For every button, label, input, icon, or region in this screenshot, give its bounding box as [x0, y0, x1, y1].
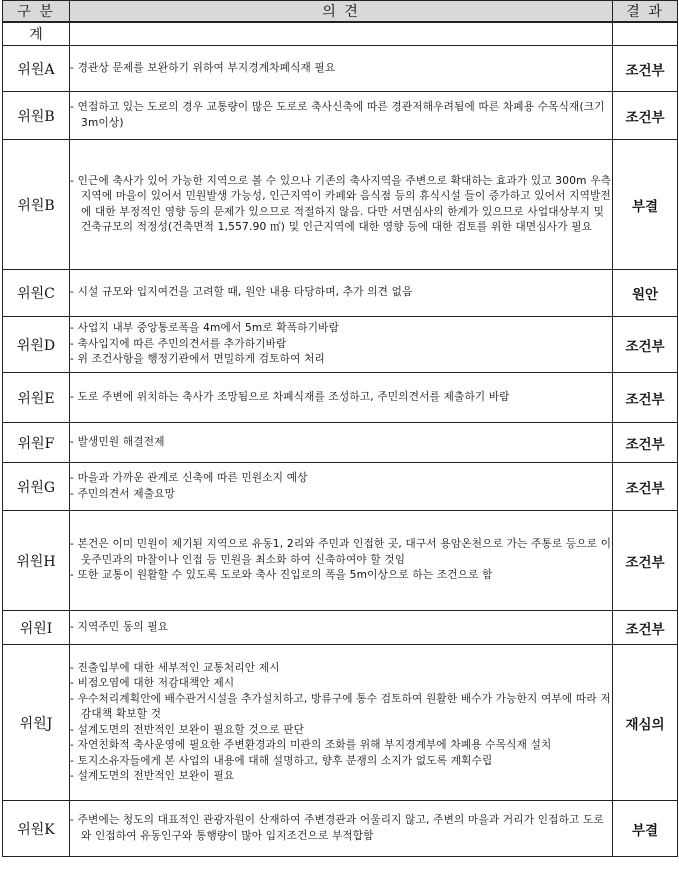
table-row — [3, 270, 678, 317]
opinion-list — [70, 390, 612, 406]
member-name: 위원I — [3, 611, 70, 645]
table-row — [3, 423, 678, 463]
table-row — [3, 46, 678, 92]
result-cell: 조건부 — [613, 46, 678, 92]
result-cell: 재심의 — [613, 645, 678, 801]
sum-label: 계 — [3, 22, 70, 46]
opinion-item: - 경관상 문제를 보완하기 위하여 부지경계차폐식재 필요 — [70, 61, 612, 77]
opinion-item: - 도로 주변에 위치하는 축사가 조망됨으로 차폐식재를 조성하고, 주민의견서를 제출하기 바람 — [70, 390, 612, 406]
opinion-list — [70, 285, 612, 301]
opinion-item: - 설계도면의 전반적인 보완이 필요 — [70, 769, 612, 785]
opinion-cell — [70, 645, 613, 801]
opinion-cell — [70, 463, 613, 511]
member-name: 위원E — [3, 373, 70, 423]
table-row — [3, 92, 678, 140]
opinion-cell — [70, 92, 613, 140]
opinion-item: - 본건은 이미 민원이 제기된 지역으로 유동1, 2리와 주민과 인접한 곳, 대구서 용암온천으로 가는 주통로 등으로 이웃주민과의 마찰이나 인접 등 민원을 최소화 하여 신축하여야 할 것임 — [70, 537, 612, 568]
table-row — [3, 801, 678, 857]
result-cell: 조건부 — [613, 463, 678, 511]
opinion-item: - 비점오염에 대한 저감대책안 제시 — [70, 676, 612, 692]
member-name: 위원B — [3, 140, 70, 270]
member-name: 위원C — [3, 270, 70, 317]
sum-row — [3, 22, 678, 46]
result-cell: 조건부 — [613, 317, 678, 373]
opinion-item: - 위 조건사항을 행정기관에서 면밀하게 검토하여 처리 — [70, 352, 612, 368]
review-table — [2, 0, 678, 857]
opinion-item: - 자연친화적 축사운영에 필요한 주변환경과의 미관의 조화를 위해 부지경계부에 차폐용 수목식재 설치 — [70, 738, 612, 754]
opinion-item: - 주변에는 청도의 대표적인 관광자원이 산재하여 주변경관과 어울리지 않고, 주변의 마을과 거리가 인접하고 도로와 인접하여 유동인구와 통행량이 많아 입지조건으로 부적합함 — [70, 813, 612, 844]
opinion-item: - 진출입부에 대한 세부적인 교통처리안 제시 — [70, 661, 612, 677]
opinion-item: - 축사입지에 따른 주민의견서를 추가하기바람 — [70, 337, 612, 353]
result-cell: 조건부 — [613, 511, 678, 611]
opinion-item: - 시설 규모와 입지여건을 고려할 때, 원안 내용 타당하며, 추가 의견 없음 — [70, 285, 612, 301]
table-row — [3, 317, 678, 373]
member-name: 위원K — [3, 801, 70, 857]
opinion-cell — [70, 373, 613, 423]
opinion-cell — [70, 317, 613, 373]
opinion-item: - 주민의견서 제출요망 — [70, 487, 612, 503]
opinion-item: - 연접하고 있는 도로의 경우 교통량이 많은 도로로 축사신축에 따른 경관저해우려됨에 따른 차폐용 수목식재(크기 3m이상) — [70, 100, 612, 131]
opinion-item: - 우수처리계획안에 배수관거시설을 추가설치하고, 방류구에 통수 검토하여 원활한 배수가 가능한지 여부에 따라 저감대책 확보할 것 — [70, 692, 612, 723]
opinion-item: - 토지소유자들에게 본 사업의 내용에 대해 설명하고, 향후 분쟁의 소지가 없도록 계획수립 — [70, 754, 612, 770]
opinion-list — [70, 620, 612, 636]
member-name: 위원H — [3, 511, 70, 611]
member-name: 위원F — [3, 423, 70, 463]
result-cell: 원안 — [613, 270, 678, 317]
member-name: 위원G — [3, 463, 70, 511]
opinion-list — [70, 471, 612, 502]
opinion-item: - 사업지 내부 중앙통로폭을 4m에서 5m로 확폭하기바람 — [70, 321, 612, 337]
table-row — [3, 611, 678, 645]
member-name: 위원A — [3, 46, 70, 92]
opinion-item: - 지역주민 동의 필요 — [70, 620, 612, 636]
review-body — [3, 22, 678, 857]
opinion-list — [70, 61, 612, 77]
result-cell: 조건부 — [613, 423, 678, 463]
table-row — [3, 511, 678, 611]
opinion-list — [70, 321, 612, 368]
opinion-cell — [70, 270, 613, 317]
opinion-item: - 마을과 가까운 관계로 신축에 따른 민원소지 예상 — [70, 471, 612, 487]
header-result: 결 과 — [613, 1, 678, 23]
opinion-list — [70, 100, 612, 131]
opinion-cell — [70, 423, 613, 463]
sum-result — [613, 22, 678, 46]
result-cell: 조건부 — [613, 373, 678, 423]
opinion-list — [70, 174, 612, 236]
opinion-item: - 발생민원 해결전제 — [70, 435, 612, 451]
header-member: 구 분 — [3, 1, 70, 23]
opinion-cell — [70, 140, 613, 270]
member-name: 위원J — [3, 645, 70, 801]
table-row — [3, 645, 678, 801]
result-cell: 조건부 — [613, 92, 678, 140]
opinion-item: - 또한 교통이 원활할 수 있도록 도로와 축사 진입로의 폭을 5m이상으로 하는 조건으로 함 — [70, 568, 612, 584]
opinion-item: - 인근에 축사가 있어 가능한 지역으로 볼 수 있으나 기존의 축사지역을 주변으로 확대하는 효과가 있고 300m 우측지역에 마을이 있어서 민원발생 가능성, 인근지역이 카페와 음식점 등의 휴식시설 들이 증가하고 있어서 지역발전에 대한 부정적인 영향 등의 문제가 있으므로 적절하지 않음. 다만 서면심사의 한계가 있으므로 사업대상부지 및 건축규모의 적정성(건축면적 1,557.90 ㎡) 및 인근지역에 대한 영향 등에 대한 검토를 위한 대면심사가 필요 — [70, 174, 612, 236]
header-row — [3, 1, 678, 23]
table-row — [3, 463, 678, 511]
header-opinion: 의 견 — [70, 1, 613, 23]
opinion-cell — [70, 46, 613, 92]
opinion-cell — [70, 611, 613, 645]
result-cell: 조건부 — [613, 611, 678, 645]
opinion-list — [70, 537, 612, 584]
member-name: 위원B — [3, 92, 70, 140]
result-cell: 부결 — [613, 140, 678, 270]
opinion-list — [70, 813, 612, 844]
opinion-item: - 설계도면의 전반적인 보완이 필요할 것으로 판단 — [70, 723, 612, 739]
member-name: 위원D — [3, 317, 70, 373]
result-cell: 부결 — [613, 801, 678, 857]
opinion-cell — [70, 511, 613, 611]
table-row — [3, 140, 678, 270]
opinion-list — [70, 661, 612, 785]
sum-opinion — [70, 22, 613, 46]
table-row — [3, 373, 678, 423]
opinion-cell — [70, 801, 613, 857]
opinion-list — [70, 435, 612, 451]
